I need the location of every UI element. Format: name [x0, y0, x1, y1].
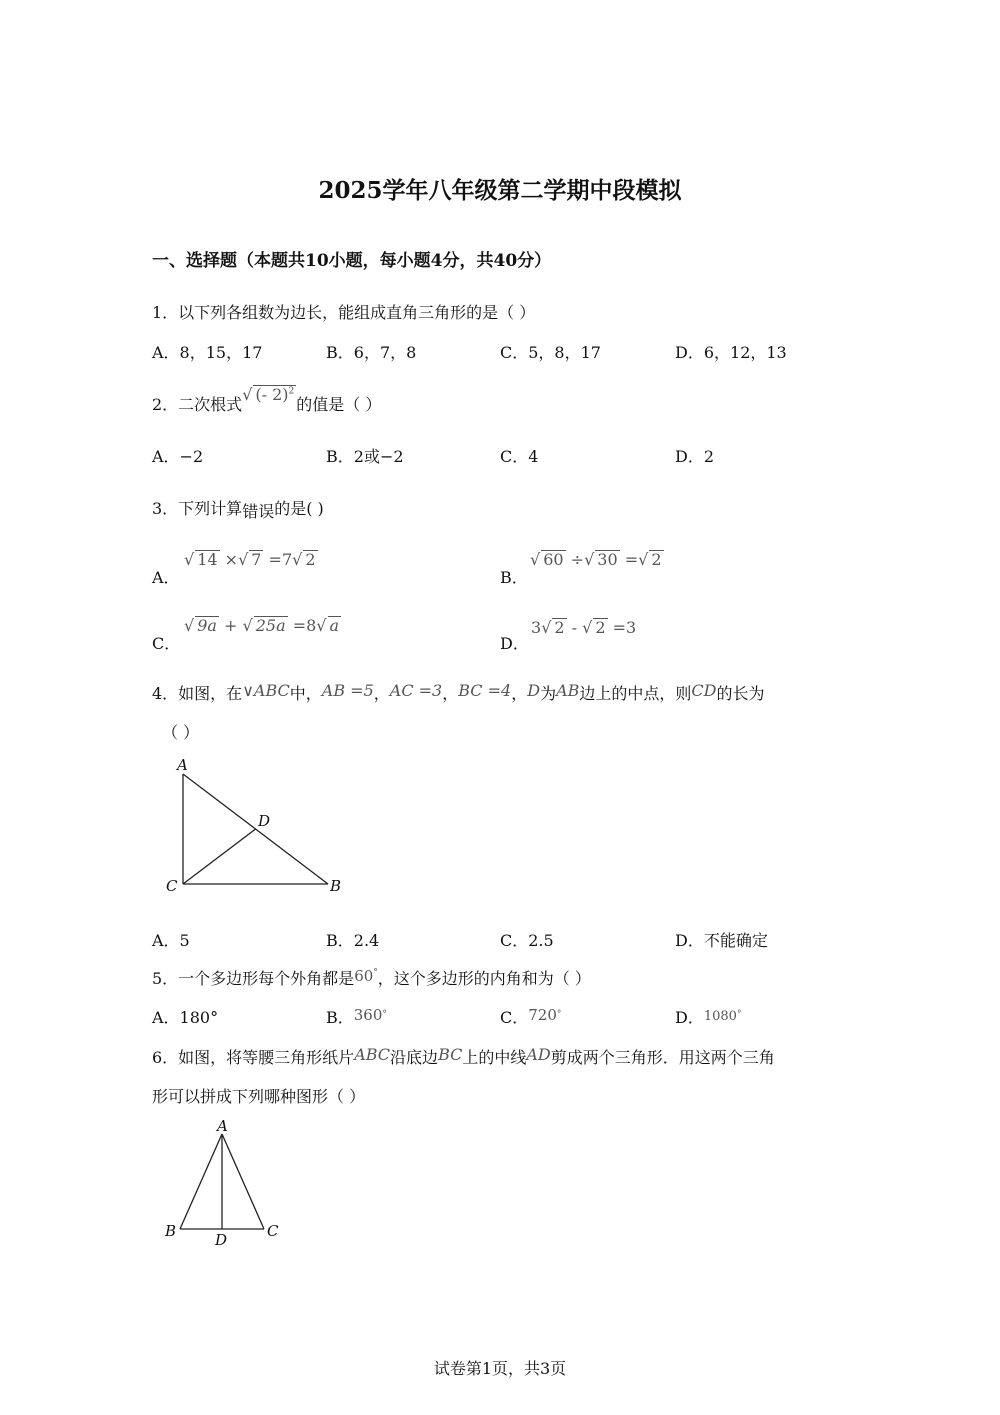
q3b-r1: 60 — [543, 550, 564, 569]
q6-side-ac — [222, 1134, 264, 1229]
q1-option-d: D．6，12，13 — [675, 343, 787, 362]
q3a-eq: =7 — [268, 550, 293, 569]
q5-option-c — [500, 1005, 561, 1028]
q4-triangle: ∨ABC — [242, 681, 290, 700]
q6-figure — [160, 1112, 290, 1252]
q3c-r1: 9a — [197, 616, 217, 635]
q5-value-d: 1080 — [703, 1009, 737, 1024]
q5-option-d — [675, 1005, 741, 1028]
q3-label-c: C． — [152, 634, 181, 653]
q4-label-a: A — [177, 756, 188, 774]
q6-label-d: D — [215, 1231, 228, 1249]
q3-option-c-expr: √ 9a + √ 25a =8√ a — [184, 616, 340, 635]
q3-label-a: A． — [152, 568, 180, 587]
q5-deg-c: ° — [556, 1009, 562, 1020]
question-4-stem — [152, 681, 765, 704]
q4-cd: CD — [691, 681, 717, 700]
q2-radical: √ (- 2)$^2$ — [242, 385, 295, 404]
q1-option-b: B．6，7，8 — [326, 343, 417, 362]
question-5-stem — [152, 966, 591, 989]
q3a-r3: 2 — [305, 550, 316, 569]
q5-value-c: 720 — [528, 1006, 557, 1024]
q5-value-b: 360 — [353, 1006, 383, 1024]
page-title: 2025学年八年级第二学期中段模拟 — [318, 177, 682, 204]
q3c-r2: 25a — [255, 616, 286, 635]
question-1-stem: 1．以下列各组数为边长，能组成直角三角形的是（ ） — [152, 303, 536, 322]
q2-option-c: C．4 — [500, 447, 539, 466]
q4-ac: AC =3 — [389, 681, 443, 700]
q6-label-b: B — [165, 1222, 177, 1240]
q4-p1: 4．如图，在 — [152, 684, 243, 703]
question-3-stem — [152, 496, 324, 519]
q2-option-b: B．2或−2 — [326, 447, 404, 466]
q3d-op: - — [571, 618, 578, 637]
q4-sep2: ， — [442, 684, 459, 703]
q4-label-b: B — [330, 877, 342, 895]
q4-option-c: C．2.5 — [500, 931, 554, 950]
q6-p2: 沿底边 — [390, 1048, 439, 1067]
q2-option-d: D．2 — [675, 447, 715, 466]
q4-figure — [160, 752, 350, 902]
q4-sep1: ， — [373, 684, 390, 703]
q3b-r3: 2 — [651, 550, 662, 569]
q5-angle: 60 — [354, 967, 374, 985]
q3d-pre: 3 — [531, 618, 542, 637]
section-heading: 一、选择题（本题共10小题，每小题4分，共40分） — [152, 251, 552, 271]
q6-bc: BC — [438, 1045, 463, 1064]
q2-stem-suffix: 的值是（ ） — [296, 395, 382, 414]
q3c-eq: =8 — [292, 616, 317, 635]
q4-sep3: ， — [511, 684, 528, 703]
q4-label-d: D — [258, 812, 271, 830]
q5-p1: 5．一个多边形每个外角都是 — [152, 969, 355, 988]
q1-option-a: A．8，15，17 — [152, 343, 263, 362]
q4-option-d: D．不能确定 — [675, 931, 768, 950]
q3b-eq: = — [624, 550, 639, 569]
q4-option-b: B．2.4 — [326, 931, 380, 950]
q3-option-a-expr: √ 14 ×√ 7 =7√ 2 — [184, 550, 316, 569]
q3b-op: ÷ — [570, 550, 585, 569]
q4-p4: 边上的中点，则 — [579, 684, 692, 703]
q3-option-b-expr: √ 60 ÷√ 30 =√ 2 — [530, 550, 662, 569]
q4-label-c: C — [166, 877, 178, 895]
q2-radicand: (- 2) — [255, 385, 289, 404]
q3a-r1: 14 — [197, 550, 218, 569]
q3-stem-b: 错误 — [242, 502, 275, 521]
q5-option-a: A．180° — [152, 1008, 219, 1027]
q5-deg: ° — [373, 967, 378, 978]
q5-label-c: C． — [500, 1008, 529, 1027]
q4-option-a: A．5 — [152, 931, 190, 950]
q4-p5: 的长为 — [716, 684, 765, 703]
q3a-op: × — [224, 550, 239, 569]
q3d-r2: 2 — [595, 618, 606, 637]
q3-label-d: D． — [500, 634, 529, 653]
q6-ad: AD — [526, 1045, 551, 1064]
q6-side-ab — [180, 1134, 222, 1229]
q4-ab2: AB — [556, 681, 580, 700]
q1-option-c: C．5，8，17 — [500, 343, 601, 362]
q3-option-d-expr: 3√ 2 - √ 2 =3 — [531, 618, 637, 637]
q3d-r1: 2 — [554, 618, 565, 637]
question-2-stem — [152, 385, 382, 415]
q6-p3: 上的中线 — [462, 1048, 527, 1067]
q5-p2: ，这个多边形的内角和为（ ） — [377, 969, 591, 988]
q3-stem-c: 的是( ) — [274, 499, 324, 518]
q2-option-a: A．−2 — [152, 447, 204, 466]
q4-bc: BC =4 — [458, 681, 512, 700]
q4-answer-bracket: （ ） — [162, 723, 200, 742]
q4-p3: 为 — [540, 684, 557, 703]
q3-label-b: B． — [500, 568, 528, 587]
q5-deg-b: ° — [382, 1009, 387, 1020]
q6-label-a: A — [217, 1117, 228, 1135]
q5-deg-d: ° — [736, 1009, 742, 1020]
page-footer: 试卷第1页，共3页 — [433, 1359, 567, 1378]
q5-option-b — [326, 1005, 387, 1028]
q6-p4: 剪成两个三角形．用这两个三角 — [550, 1048, 775, 1067]
q6-abc: ABC — [354, 1045, 391, 1064]
q6-p1: 6．如图，将等腰三角形纸片 — [152, 1048, 355, 1067]
q4-median-cd — [183, 829, 256, 884]
q3c-r3: a — [329, 616, 340, 635]
q5-label-d: D． — [675, 1008, 704, 1027]
q3c-op: + — [224, 616, 238, 635]
q3b-r2: 30 — [597, 550, 618, 569]
q6-label-c: C — [267, 1222, 279, 1240]
q2-stem-prefix: 2．二次根式 — [152, 395, 243, 414]
q4-ab: AB =5 — [321, 681, 374, 700]
q2-exponent: 2 — [288, 386, 295, 397]
q5-label-b: B． — [326, 1008, 354, 1027]
q4-d: D — [527, 681, 541, 700]
q3-stem-a: 3．下列计算 — [152, 499, 243, 518]
question-6-line2: 形可以拼成下列哪种图形（ ） — [152, 1087, 366, 1106]
question-6-stem — [152, 1045, 775, 1068]
q3a-r2: 7 — [251, 550, 262, 569]
q3d-eq: =3 — [612, 618, 637, 637]
q4-p2: 中， — [289, 684, 322, 703]
